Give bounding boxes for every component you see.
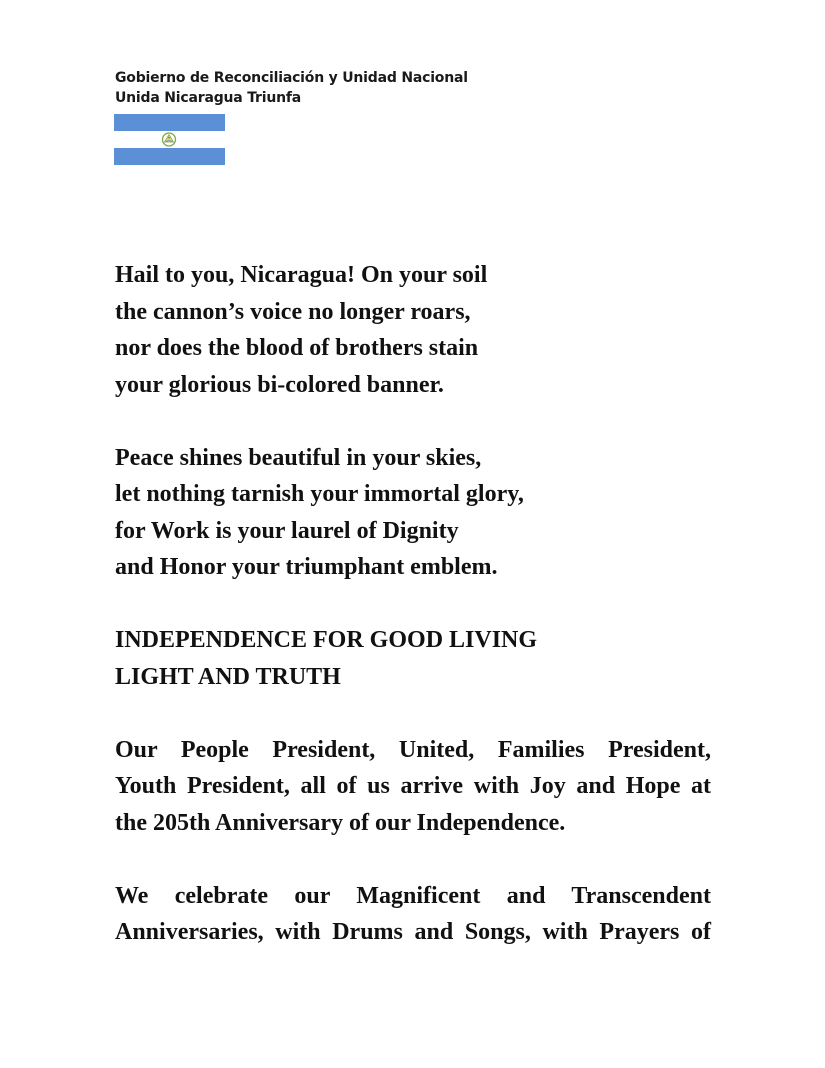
- paragraph-line: Our People President, United, Families President,: [115, 736, 711, 763]
- flag-top-stripe: [114, 114, 225, 131]
- paragraph-line: Youth President, all of us arrive with Joy and Hope at: [115, 773, 711, 799]
- verse-line: Hail to you, Nicaragua! On your soil: [115, 262, 488, 288]
- heading-line: INDEPENDENCE FOR GOOD LIVING: [115, 627, 538, 653]
- government-slogan: Unida Nicaragua Triunfa: [115, 90, 301, 106]
- anthem-stanza-1: [115, 257, 711, 403]
- heading-line: LIGHT AND TRUTH: [115, 663, 341, 690]
- document-header: [115, 68, 468, 108]
- paragraph-line: Anniversaries, with Drums and Songs, with Prayers of: [115, 919, 711, 945]
- paragraph-2: [115, 878, 711, 951]
- government-name: Gobierno de Reconciliación y Unidad Nacional: [115, 70, 468, 86]
- document-body: [115, 257, 711, 987]
- section-heading: [115, 622, 711, 695]
- flag-bottom-stripe: [114, 148, 225, 165]
- paragraph-1: [115, 732, 711, 842]
- nicaragua-flag-icon: [114, 114, 225, 165]
- verse-line: Peace shines beautiful in your skies,: [115, 444, 482, 471]
- verse-line: let nothing tarnish your immortal glory,: [115, 481, 524, 507]
- verse-line: and Honor your triumphant emblem.: [115, 554, 498, 580]
- verse-line: your glorious bi-colored banner.: [115, 371, 444, 398]
- verse-line: for Work is your laurel of Dignity: [115, 517, 459, 544]
- verse-line: the cannon’s voice no longer roars,: [115, 298, 471, 325]
- verse-line: nor does the blood of brothers stain: [115, 335, 479, 361]
- anthem-stanza-2: [115, 440, 711, 586]
- paragraph-line: We celebrate our Magnificent and Transcendent: [115, 882, 711, 909]
- coat-of-arms-icon: [160, 131, 178, 148]
- paragraph-line: the 205th Anniversary of our Independence.: [115, 809, 566, 836]
